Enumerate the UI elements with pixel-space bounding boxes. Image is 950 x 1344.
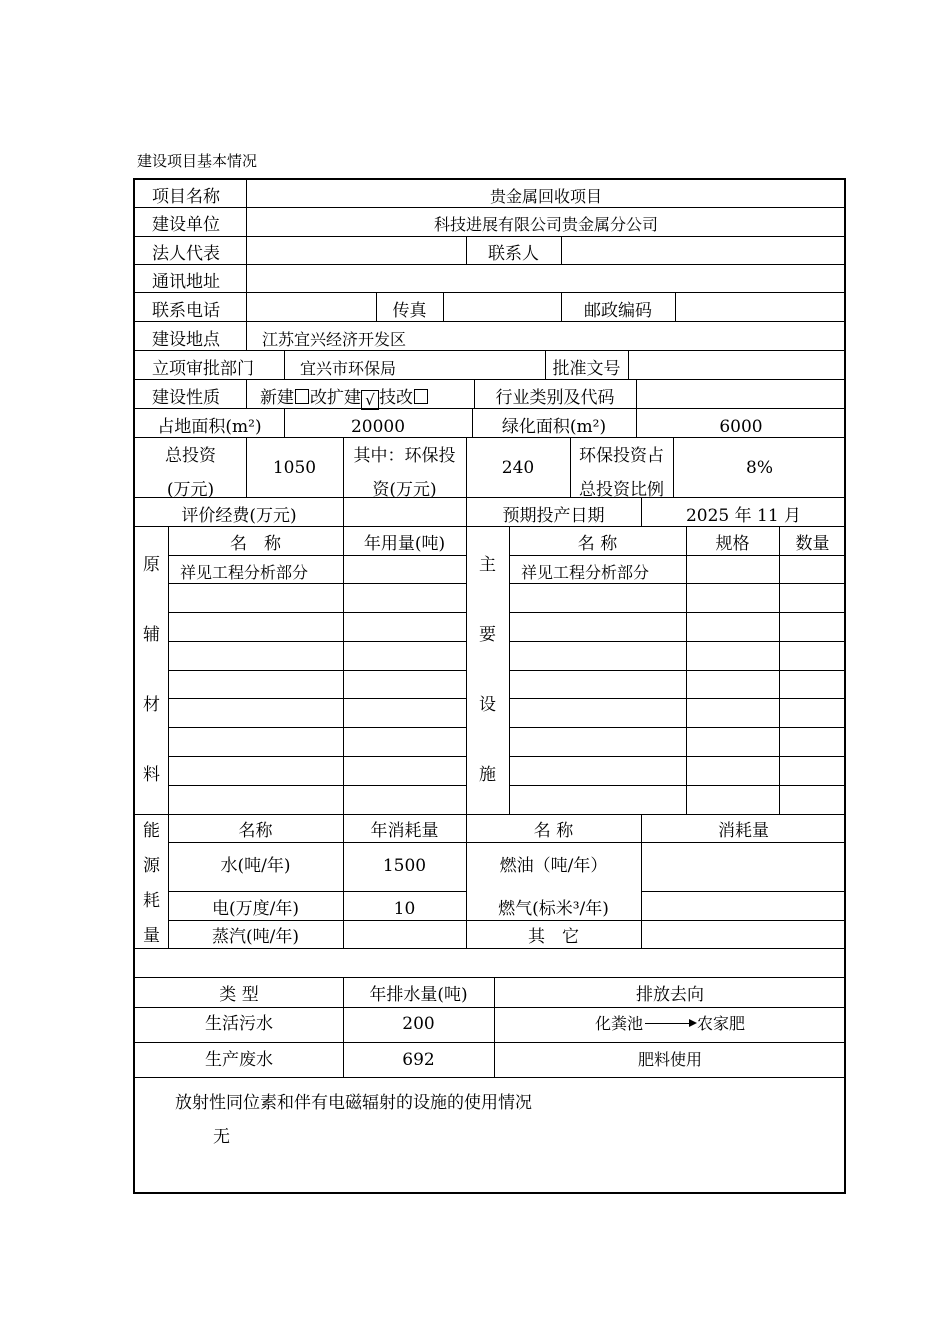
nature-new-checkbox[interactable]	[295, 389, 309, 404]
label-land-area: 占地面积(m²)	[157, 417, 262, 437]
facilities-char-2: 要	[479, 625, 496, 645]
ww-production-amount: 692	[402, 1050, 435, 1070]
label-env-invest-line1: 其中：环保投	[353, 446, 456, 466]
raw-materials-char-2: 辅	[143, 625, 160, 645]
energy-annual-header: 年消耗量	[370, 821, 439, 841]
ww-type-header: 类 型	[219, 985, 259, 1005]
energy-name2-header: 名 称	[533, 821, 574, 841]
energy-char-2: 源	[143, 856, 160, 876]
label-legal-rep: 法人代表	[152, 244, 220, 264]
label-address: 通讯地址	[152, 272, 220, 292]
facilities-char-3: 设	[479, 695, 496, 715]
nature-expand-checkbox[interactable]: √	[361, 390, 379, 410]
nature-expand-label: 改扩建	[310, 388, 361, 408]
nature-new-label: 新建	[260, 388, 294, 408]
water-label: 水(吨/年)	[220, 856, 291, 876]
section-caption: 建设项目基本情况	[137, 152, 258, 170]
label-total-invest-line2: (万元)	[166, 480, 215, 500]
raw-materials-char-4: 料	[143, 765, 160, 785]
water-value: 1500	[382, 856, 427, 876]
ww-annual-header: 年排水量(吨)	[369, 985, 468, 1005]
mat-usage-header: 年用量(吨)	[363, 534, 446, 554]
env-ratio-value: 8%	[746, 458, 773, 478]
other-label: 其 它	[528, 927, 579, 947]
label-postcode: 邮政编码	[584, 301, 652, 321]
radiation-value: 无	[213, 1127, 230, 1147]
label-total-invest-line1: 总投资	[165, 446, 216, 466]
ww-domestic-amount: 200	[402, 1014, 435, 1034]
fac-name-header: 名 称	[577, 534, 618, 554]
nature-tech-checkbox[interactable]	[414, 389, 428, 404]
label-approval-dept: 立项审批部门	[152, 359, 254, 379]
label-env-invest-line2: 资(万元)	[372, 480, 437, 500]
ww-domestic-dest-b: 农家肥	[697, 1014, 746, 1033]
label-nature: 建设性质	[152, 388, 220, 408]
radiation-label: 放射性同位素和伴有电磁辐射的设施的使用情况	[175, 1093, 532, 1113]
nature-tech-label: 技改	[379, 388, 413, 408]
approval-dept-value: 宜兴市环保局	[300, 359, 397, 378]
builder-value: 科技进展有限公司贵金属分公司	[433, 215, 658, 234]
label-project-name: 项目名称	[152, 187, 220, 207]
label-contact-person: 联系人	[488, 244, 539, 264]
label-production-date: 预期投产日期	[502, 506, 605, 526]
steam-label: 蒸汽(吨/年)	[212, 927, 299, 947]
fuel-oil-label: 燃油（吨/年）	[499, 856, 608, 876]
ww-domestic-dest-a: 化粪池	[594, 1014, 643, 1033]
electricity-label: 电(万度/年)	[212, 899, 299, 919]
label-fax: 传真	[392, 301, 427, 321]
gas-label: 燃气(标米³/年)	[498, 899, 609, 919]
green-area-value: 6000	[719, 417, 763, 437]
total-invest-value: 1050	[272, 458, 317, 478]
project-name-value: 贵金属回收项目	[489, 187, 602, 206]
facilities-char-4: 施	[479, 765, 496, 785]
facilities-char-1: 主	[479, 555, 496, 575]
label-env-ratio-line1: 环保投资占	[579, 446, 664, 466]
label-green-area: 绿化面积(m²)	[501, 417, 607, 437]
arrow-right-icon	[645, 1023, 695, 1024]
ww-destination-header: 排放去向	[636, 985, 704, 1005]
fac-qty-header: 数量	[795, 534, 830, 554]
label-phone: 联系电话	[152, 301, 220, 321]
mat-first-row: 祥见工程分析部分	[180, 563, 309, 582]
label-approval-doc: 批准文号	[552, 359, 621, 379]
ww-domestic-destination	[494, 1014, 846, 1034]
ww-production-label: 生产废水	[205, 1050, 273, 1070]
label-builder: 建设单位	[152, 215, 220, 235]
label-env-ratio-line2: 总投资比例	[579, 480, 664, 500]
fac-first-row: 祥见工程分析部分	[521, 563, 650, 582]
mat-name-header: 名 称	[230, 534, 281, 554]
ww-domestic-label: 生活污水	[205, 1014, 273, 1034]
energy-consumption-header: 消耗量	[718, 821, 769, 841]
fac-spec-header: 规格	[715, 534, 750, 554]
raw-materials-char-1: 原	[143, 555, 160, 575]
electricity-value: 10	[393, 899, 416, 919]
land-area-value: 20000	[350, 417, 406, 437]
energy-char-1: 能	[143, 821, 160, 841]
label-location: 建设地点	[152, 330, 220, 350]
energy-char-4: 量	[143, 926, 160, 946]
production-date-value: 2025 年 11 月	[685, 506, 802, 526]
location-value: 江苏宜兴经济开发区	[262, 330, 407, 349]
nature-options	[260, 388, 429, 410]
env-invest-value: 240	[501, 458, 535, 478]
ww-production-destination: 肥料使用	[637, 1050, 702, 1069]
label-industry: 行业类别及代码	[495, 388, 615, 408]
label-eval-fee: 评价经费(万元)	[181, 506, 297, 526]
raw-materials-char-3: 材	[143, 695, 160, 715]
energy-name-header: 名称	[238, 821, 273, 841]
energy-char-3: 耗	[143, 891, 160, 911]
